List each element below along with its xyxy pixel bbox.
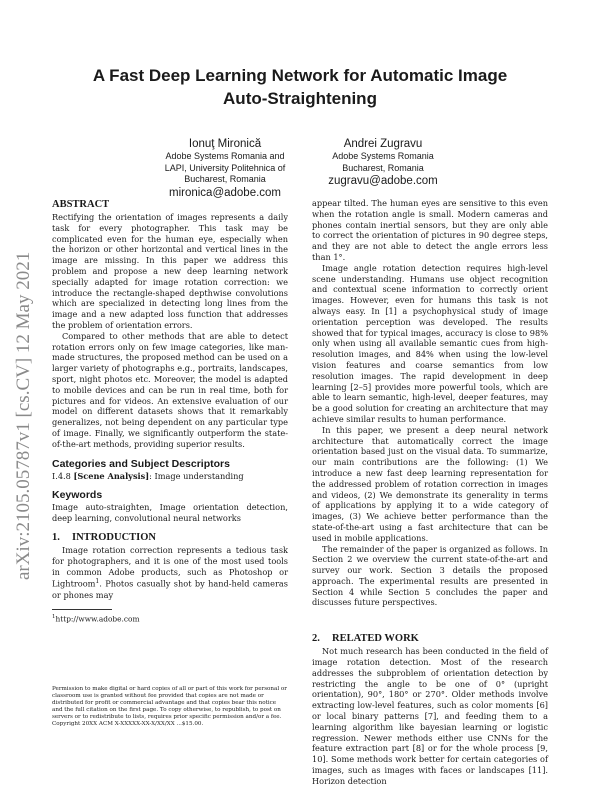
body-paragraph: appear tilted. The human eyes are sensitive to this even when the rotation angle is small. Modern cameras and phones contain inertial sensors, but they are only able to correct the orientation of pictures in 90 degree steps, and they are not able to detect the angle errors less than 1°. xyxy=(312,198,548,262)
arxiv-identifier: arXiv:2105.05787v1 [cs.CV] 12 May 2021 xyxy=(13,251,34,580)
footnote-number: 1 xyxy=(52,613,56,620)
left-column xyxy=(52,198,288,623)
footnote-url: http://www.adobe.com xyxy=(55,614,140,624)
section-title: RELATED WORK xyxy=(332,633,419,645)
author-affiliation-line: Bucharest, Romania xyxy=(184,174,266,184)
permission-text: Permission to make digital or hard copies of all or part of this work for personal or classroom use is granted without fee provided that copies are not made or distributed for profit or commercial advantage and that copies bear this notice and the full citation on the first page. To copy otherwise, to republish, to post on servers or to redistribute to lists, requires prior specific permission and/or a fee. xyxy=(52,686,287,720)
title-line-1: A Fast Deep Learning Network for Automatic Image xyxy=(92,66,508,85)
title-line-2: Auto-Straightening xyxy=(223,89,377,108)
permission-block xyxy=(52,686,288,728)
section-title: INTRODUCTION xyxy=(72,531,157,543)
author-affiliation-line: Bucharest, Romania xyxy=(342,162,424,173)
categories-text xyxy=(52,471,288,482)
footnote-marker: 1 xyxy=(95,578,100,586)
category-description: : Image understanding xyxy=(149,470,244,481)
author-1 xyxy=(150,137,300,200)
body-paragraph: The remainder of the paper is organized as follows. In Section 2 we overview the current state-of-the-art and survey our work. Section 3 details the proposed approach. The experimental results are presented in Section 4 while Section 5 concludes the paper and discusses future perspectives. xyxy=(312,543,548,608)
copyright-text: Copyright 20XX ACM X-XXXXX-XX-X/XX/XX ...$15.00. xyxy=(52,721,204,727)
section-number: 1. xyxy=(52,531,60,543)
right-column xyxy=(312,198,548,787)
category-name: [Scene Analysis] xyxy=(73,470,150,481)
section-heading-related-work xyxy=(312,632,548,646)
body-paragraph: Not much research has been conducted in the field of image rotation detection. Most of the research addresses the subproblem of orientation detection by restricting the angle to be one of 0° (upright orientation), 90°, 180° or 270°. Older methods involve extracting low-level features, such as color moments [6] or local binary patterns [7], and feeding them to a learning algorithm like bayesian learning or logistic regression. Newer methods either use CNNs for the feature extraction part [8] or for the whole process [9, 10]. Some methods work better for certain categories of images, such as images with faces or landscapes [11]. Horizon detection xyxy=(312,646,548,786)
author-affiliation-line: Adobe Systems Romania xyxy=(332,151,434,161)
paper-title xyxy=(0,64,600,110)
categories-heading: Categories and Subject Descriptors xyxy=(52,457,230,470)
author-2 xyxy=(308,137,458,188)
keywords-heading: Keywords xyxy=(52,489,103,502)
keywords-text: Image auto-straighten, Image orientation detection, deep learning, convolutional neural networks xyxy=(52,502,288,524)
author-email: zugravu@adobe.com xyxy=(328,175,438,187)
section-heading-introduction xyxy=(52,531,288,545)
abstract-paragraph: Compared to other methods that are able to detect rotation errors only on few image categories, like man-made structures, the proposed method can be used on a larger variety of photographs e.g., portraits, landscapes, sport, night photos etc. Moreover, the model is adapted to mobile devices and can be run in real time, both for pictures and for videos. An extensive evaluation of our model on different datasets shows that it remarkably generalizes, not being dependent on any particular type of image. Finally, we significantly outperform the state-of-the-art methods, providing superior results. xyxy=(52,330,288,449)
body-paragraph: Image angle rotation detection requires high-level scene understanding. Humans use object recognition and contextual scene information to correctly orient images. However, even for humans this task is not always easy. In [1] a psychophysical study of image orientation perception was developed. The results showed that for typical images, accuracy is close to 98% only when using all available semantic cues from high-resolution images, and 84% when using the low-level vision features and coarse semantics from low resolution images. The rapid development in deep learning [2–5] provides more powerful tools, which are able to learn semantic, high-level, deeper features, may be a good solution for creating an architecture that may achieve similar results to human performance. xyxy=(312,262,548,424)
abstract-heading: ABSTRACT xyxy=(52,199,110,210)
footnote xyxy=(52,613,288,623)
author-affiliation-line: Adobe Systems Romania and xyxy=(165,151,285,161)
abstract-paragraph: Rectifying the orientation of images represents a daily task for every photographer. This task may be complicated even for the human eye, especially when the horizon or other horizontal and vertical lines in the image are missing. In this paper we address this problem and propose a new deep learning network specially adapted for image rotation correction: we introduce the rectangle-shaped depthwise convolutions which are specialized in detecting long lines from the image and a new adapted loss function that addresses the problem of orientation errors. xyxy=(52,212,288,330)
footnote-rule xyxy=(52,609,112,610)
body-paragraph: In this paper, we present a deep neural network architecture that automatically correct the image orientation based just on the visual data. To summarize, our main contributions are the following: (1) We introduce a new fast deep learning representation for the addressed problem of rotation correction in images and videos, (2) We demonstrate its generality in terms of applications by applying it to a wide category of images, (3) We achieve better performance than the state-of-the-art using a fast architecture that can be used in mobile applications. xyxy=(312,424,548,543)
section-number: 2. xyxy=(312,633,320,645)
category-code: I.4.8 xyxy=(52,470,71,481)
author-email: mironica@adobe.com xyxy=(168,186,282,199)
author-name: Ionuţ Mironică xyxy=(188,138,262,150)
author-name: Andrei Zugravu xyxy=(343,138,423,150)
author-affiliation-line: LAPI, University Politehnica of xyxy=(164,162,286,173)
intro-paragraph: Image rotation correction represents a tedious task for photographers, and it is one of the most used tools in common Adobe products, such as Photoshop or Lightroom$^1$. Photos casually shot by hand-held cameras or phones may xyxy=(52,544,288,600)
